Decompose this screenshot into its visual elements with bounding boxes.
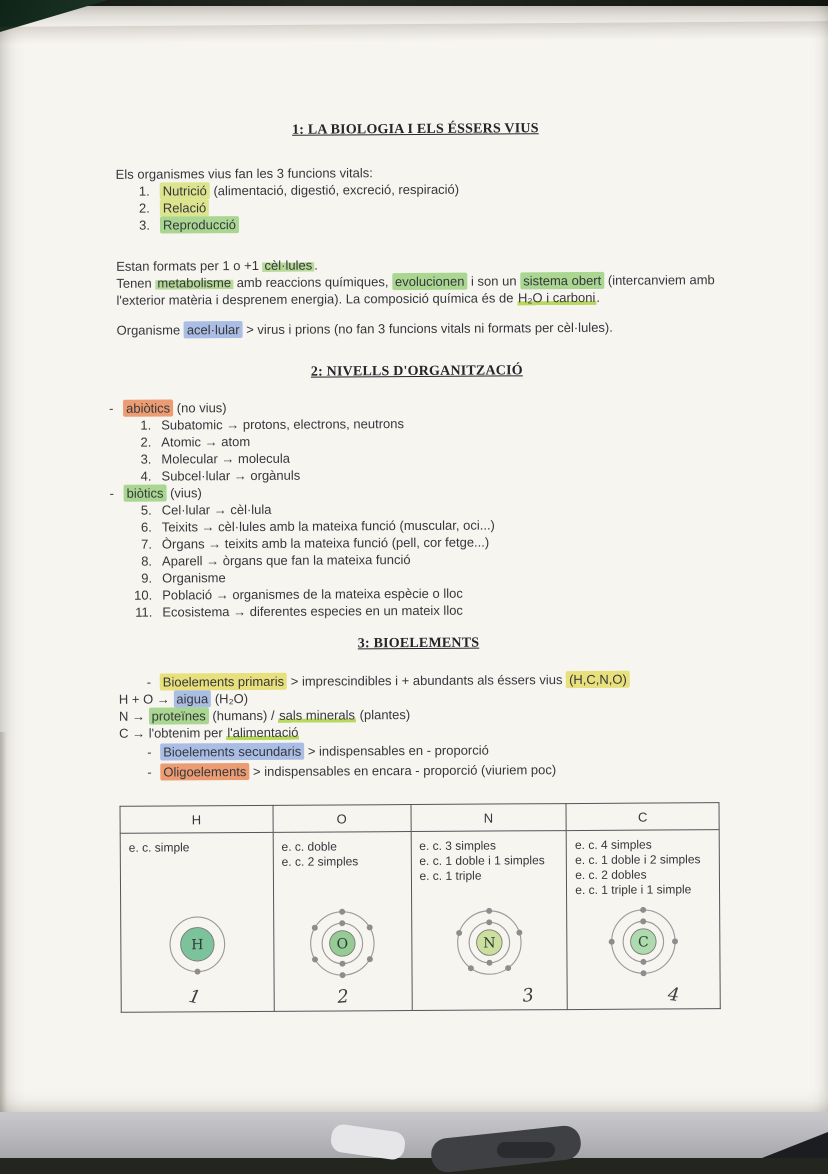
dash: - xyxy=(147,674,160,691)
cell-oxygen xyxy=(273,832,412,1012)
highlight-abiotics: abiòtics xyxy=(123,399,173,416)
atom-diagram-hydrogen xyxy=(129,900,265,989)
fabric-fold xyxy=(330,1123,407,1161)
highlight-evolucionen: evolucionen xyxy=(392,273,467,290)
list-text: Molecular → molecula xyxy=(161,450,290,468)
note-line: e. c. 3 simples xyxy=(419,838,558,854)
abiotic-levels-list xyxy=(117,413,717,485)
list-number: 8. xyxy=(118,553,152,570)
cell-nitrogen xyxy=(411,831,568,1011)
highlight-hcno: (H,C,N,O) xyxy=(566,671,630,688)
note-line: e. c. 2 dobles xyxy=(575,867,711,883)
valence-number: 3 xyxy=(458,980,598,1012)
note-line: e. c. 1 doble i 1 simples xyxy=(419,853,558,869)
text-segment: (no vius) xyxy=(173,400,227,415)
list-text xyxy=(160,181,459,200)
section1-title: 1: LA BIOLOGIA I ELS ÉSSERS VIUS xyxy=(115,119,715,140)
highlight-bioelements-secundaris: Bioelements secundaris xyxy=(160,743,304,761)
list-text: Subcel·lular → orgànuls xyxy=(161,467,300,485)
section2-title: 2: NIVELLS D'ORGANITZACIÓ xyxy=(117,361,717,382)
highlight-acellular: acel·lular xyxy=(184,321,243,338)
dash: - xyxy=(110,485,124,502)
note-line: e. c. doble xyxy=(281,839,402,855)
bond-notes xyxy=(419,838,558,899)
list-number: 4. xyxy=(117,468,151,485)
line-carbon xyxy=(119,721,719,742)
highlight-reproduccio: Reproducció xyxy=(160,216,239,233)
organisms-paragraph xyxy=(116,254,716,309)
biotic-levels-list xyxy=(118,498,719,621)
highlight-nutricio: Nutrició xyxy=(160,182,210,199)
fabric-pattern-shape xyxy=(497,1142,555,1158)
bond-notes xyxy=(575,837,711,898)
table-header-row xyxy=(120,803,719,834)
fabric-background xyxy=(0,1112,828,1158)
underline-alimentacio: l'alimentació xyxy=(226,725,299,740)
text-segment: (alimentació, digestió, excreció, respiració) xyxy=(210,182,459,199)
highlight-metabolisme: metabolisme xyxy=(155,275,233,290)
highlight-oligoelements: Oligoelements xyxy=(160,763,249,781)
list-number: 7. xyxy=(118,536,152,553)
list-number: 6. xyxy=(118,519,152,536)
highlight-relacio: Relació xyxy=(160,199,209,216)
highlight-bioelements-primaris: Bioelements primaris xyxy=(160,673,287,691)
valence-number: 4 xyxy=(605,979,742,1012)
list-text: Cel·lular → cèl·lula xyxy=(162,501,272,519)
note-line: e. c. 1 triple xyxy=(419,868,558,884)
text-segment: Estan formats per 1 o +1 xyxy=(116,258,262,274)
svg-text:C: C xyxy=(638,934,649,950)
cell-hydrogen xyxy=(120,832,274,1012)
highlight-sistema-obert: sistema obert xyxy=(520,272,604,290)
list-text xyxy=(160,216,239,233)
list-number: 10. xyxy=(118,587,152,604)
list-item xyxy=(118,600,718,621)
list-text: Població → organismes de la mateixa espècie o lloc xyxy=(162,585,463,604)
dash: - xyxy=(147,764,160,781)
text-segment: i son un xyxy=(467,273,520,288)
list-number: 3. xyxy=(117,451,151,468)
list-number: 1. xyxy=(117,417,151,434)
list-text: Ecosistema → diferentes especies en un mateix lloc xyxy=(162,602,463,621)
highlight-proteines: proteïnes xyxy=(149,707,209,724)
list-number: 9. xyxy=(118,570,152,587)
col-header-nitrogen: N xyxy=(411,804,567,832)
highlight-aigua: aigua xyxy=(173,690,211,707)
bond-notes xyxy=(129,840,265,901)
list-number: 3. xyxy=(116,217,150,234)
acellular-paragraph xyxy=(117,318,717,339)
table-body-row xyxy=(120,830,720,1013)
dash: - xyxy=(147,744,160,761)
highlight-cellules: cèl·lules xyxy=(262,258,314,273)
list-text: Òrgans → teixits amb la mateixa funció (pell, cor fetge...) xyxy=(162,534,489,553)
text-segment: (vius) xyxy=(166,485,201,500)
note-line: e. c. simple xyxy=(129,840,265,856)
dash: - xyxy=(109,400,123,417)
text-segment: > indispensables en encara - proporció (viuriem poc) xyxy=(249,762,556,779)
stacked-sheets-edge xyxy=(0,732,7,1112)
note-line: e. c. 4 simples xyxy=(575,837,711,853)
text-segment: (intercanviem amb l'exterior matèria i desprenem energia). La composició química és de xyxy=(116,272,714,308)
list-text: Aparell → òrgans que fan la mateixa funció xyxy=(162,551,411,570)
list-text: Organisme xyxy=(162,569,226,586)
note-line: e. c. 2 simples xyxy=(282,854,403,870)
text-segment: > indispensables en - proporció xyxy=(304,743,489,759)
list-number: 1. xyxy=(116,183,150,200)
svg-text:H: H xyxy=(191,937,203,953)
list-text: Atomic → atom xyxy=(161,433,250,451)
text-segment: amb reaccions químiques, xyxy=(233,274,392,290)
col-header-oxygen: O xyxy=(273,805,411,833)
text-segment: (H₂O) xyxy=(211,691,248,706)
atom-diagram-oxygen xyxy=(282,899,403,988)
list-number: 5. xyxy=(118,502,152,519)
list-number: 11. xyxy=(118,604,152,621)
photo-edge-strip xyxy=(0,0,828,6)
col-header-hydrogen: H xyxy=(120,805,273,833)
valence-number: 1 xyxy=(126,975,262,1019)
bond-notes xyxy=(281,839,402,900)
note-line: e. c. 1 triple i 1 simple xyxy=(575,882,711,898)
text-segment: C → l'obtenim per xyxy=(119,725,226,741)
photo-corner-shadow xyxy=(762,1132,828,1158)
atom-diagram-carbon xyxy=(575,897,711,986)
valence-number: 2 xyxy=(282,984,404,1010)
text-segment: N → xyxy=(119,709,149,724)
bullet-bioelements-secundaris xyxy=(119,740,719,761)
svg-text:N: N xyxy=(483,935,495,951)
atom-diagram-nitrogen xyxy=(420,898,559,987)
text-segment: (plantes) xyxy=(356,707,410,722)
paper xyxy=(0,5,828,1112)
list-text: Subatomic → protons, electrons, neutrons xyxy=(161,415,404,433)
note-line: e. c. 1 doble i 2 simples xyxy=(575,852,711,868)
list-item xyxy=(116,213,716,234)
list-text: Teixits → cèl·lules amb la mateixa funció (muscular, oci...) xyxy=(162,517,495,536)
vital-functions-list xyxy=(116,179,716,234)
list-number: 2. xyxy=(116,200,150,217)
underline-h2o-carboni: H₂O i carboni xyxy=(517,290,596,305)
text-segment: Organisme xyxy=(117,322,184,337)
text-segment: Tenen xyxy=(116,276,155,291)
text-segment: (humans) / xyxy=(209,708,278,723)
list-number: 2. xyxy=(117,434,151,451)
intro-line: Els organismes vius fan les 3 funcions vitals: xyxy=(116,162,716,183)
section3-title: 3: BIOELEMENTS xyxy=(118,633,718,654)
text-segment: . xyxy=(314,258,318,273)
notes-page xyxy=(0,2,828,1114)
col-header-carbon: C xyxy=(566,803,719,831)
underline-sals-minerals: sals minerals xyxy=(278,707,356,722)
text-segment: . xyxy=(596,290,600,305)
text-segment: H + O → xyxy=(119,691,174,706)
bullet-oligoelements xyxy=(119,760,719,781)
text-segment: > virus i prions (no fan 3 funcions vitals ni formats per cèl·lules). xyxy=(243,320,613,337)
text-segment: > imprescindibles i + abundants als éssers vius xyxy=(287,672,566,689)
list-text xyxy=(160,199,209,216)
bioelements-table xyxy=(120,802,721,1013)
svg-text:O: O xyxy=(337,936,349,952)
highlight-biotics: biòtics xyxy=(124,485,167,502)
